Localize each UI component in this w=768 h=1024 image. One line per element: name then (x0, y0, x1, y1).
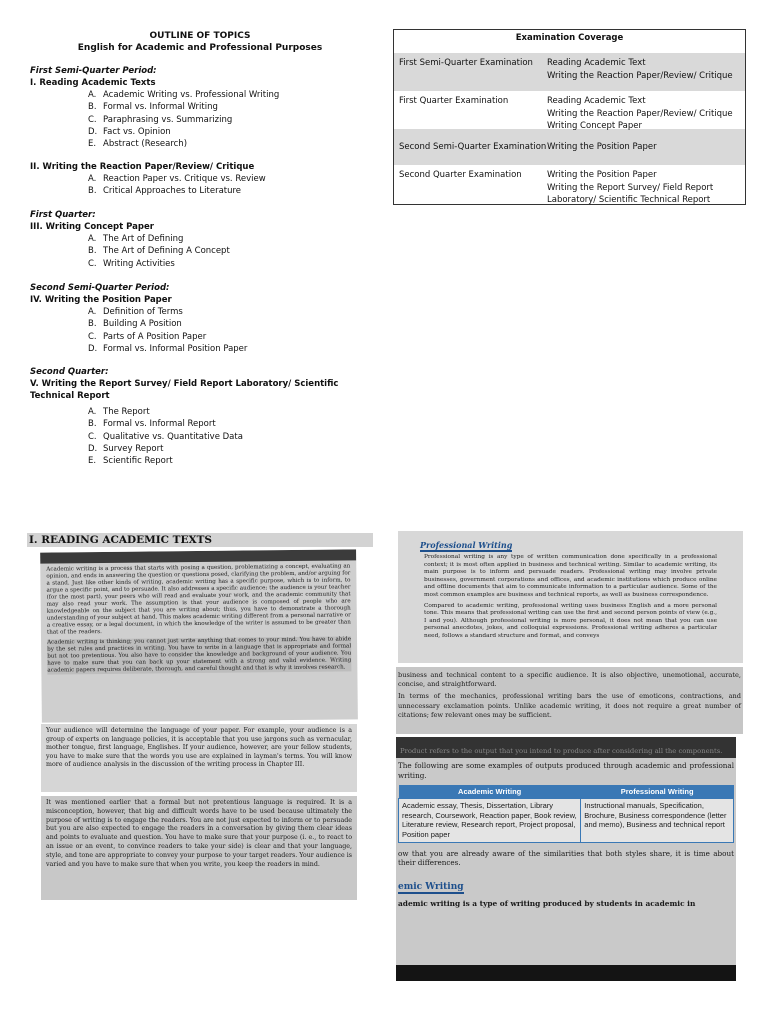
section-banner: I. READING ACADEMIC TEXTS (27, 533, 373, 547)
section-period: First Quarter: (30, 210, 96, 220)
item-letter: A. (88, 234, 97, 244)
outline-section-3 (30, 209, 360, 270)
item-text: Writing Activities (103, 258, 175, 269)
item-text: The Art of Defining (103, 234, 184, 244)
section-heading: I. Reading Academic Texts (30, 78, 156, 88)
item-letter: B. (88, 102, 97, 113)
exam-coverage (547, 95, 740, 131)
outline-section-4 (30, 282, 360, 355)
section-heading: V. Writing the Report Survey/ Field Report Laboratory/ Scientific Technical Report (30, 379, 339, 401)
textbook-photo-outputs (396, 737, 736, 981)
textbook-photo-professional-writing (398, 531, 743, 663)
item-letter: E. (88, 139, 97, 150)
photo-paragraph: business and technical content to a specific audience. It is also objective, unemotional, accurate, concise, and straightforward. (398, 671, 741, 689)
table-row (394, 129, 745, 165)
list-item (88, 331, 360, 343)
academic-outputs-cell: Academic essay, Thesis, Dissertation, Library research, Coursework, Reaction paper, Book review, Literature review, Research report, Project proposal, Position paper (399, 799, 581, 842)
exam-coverage-table (393, 29, 746, 205)
list-item (88, 245, 360, 257)
item-letter: B. (88, 419, 97, 430)
item-letter: C. (88, 331, 97, 342)
item-letter: C. (88, 114, 97, 125)
item-text: Formal vs. Informal Report (103, 419, 216, 430)
item-text: Abstract (Research) (103, 139, 188, 150)
exam-coverage (547, 141, 740, 154)
exam-name: First Quarter Examination (399, 96, 509, 106)
coverage-item: Writing the Position Paper (547, 141, 657, 152)
item-letter: A. (88, 174, 97, 184)
list-item (88, 443, 360, 455)
section-period: Second Semi-Quarter Period: (30, 283, 170, 293)
item-text: Scientific Report (103, 456, 173, 467)
photo-paragraph: Professional writing is any type of written communication done specifically in a professional context; it is most often applied in business and technical writing. Similar to academic writing, its main purpose is to inform and persuade readers. Professional writing may involve private businesses, government corporations and offices, and academic institutions which produce online and offline documents that aim to communicate information to a particular audience. Some of the most common examples are business and technical reports, as well as business correspondence. (424, 554, 717, 598)
topic-list (30, 406, 360, 467)
item-letter: E. (88, 456, 97, 467)
item-text: Academic Writing vs. Professional Writing (103, 90, 280, 100)
section-heading: III. Writing Concept Paper (30, 222, 154, 232)
writing-outputs-table (398, 785, 734, 842)
item-letter: B. (88, 246, 97, 257)
item-text: Qualitative vs. Quantitative Data (103, 431, 243, 442)
item-text: Definition of Terms (103, 307, 183, 317)
list-item (88, 114, 360, 126)
list-item (88, 406, 360, 418)
table-row (394, 165, 745, 204)
photo-paragraph: In terms of the mechanics, professional writing bars the use of emoticons, contractions, and unnecessary exclamation points. Unlike academic writing, it does not require a great number of citations; few relevant ones may be sufficient. (398, 692, 741, 719)
photo-paragraph: Academic writing is a process that starts with posing a question, problematizing a concept, evaluating an opinion, and ends in answering the question or questions posed, clarifying the problem, and/or arguing for a stand. Just like other kinds of writing, academic writing has a specific purpose, which is to inform, to argue a specific point, and to persuade. It also addresses a specific audience; the audience is your teacher (for the most part), your peers who will read and evaluate your work, and the academic community that may also read your work. The assumption is that your audience is composed of people who are knowledgeable on the subject that you are writing about; thus, you have to demonstrate a thorough understanding of your subject at hand. This makes academic writing different from a personal narrative or a creative essay, or a legal document, in which the knowledge of the writer is assumed to be greater than that of the readers. (46, 563, 351, 636)
list-item (88, 89, 360, 101)
list-item (88, 318, 360, 330)
item-text: Building A Position (103, 319, 182, 330)
exam-coverage (547, 57, 740, 87)
item-letter: B. (88, 186, 97, 197)
coverage-item: Reading Academic Text (547, 96, 646, 106)
item-letter: A. (88, 407, 97, 417)
list-item (88, 306, 360, 318)
outline-title (60, 30, 340, 54)
photo-paragraph: The following are some examples of outputs produced through academic and professional writing. (398, 761, 734, 780)
outline-section-2 (30, 161, 360, 198)
textbook-photo-audience (41, 724, 357, 792)
item-text: Formal vs. Informal Writing (103, 102, 218, 113)
photo-paragraph: Your audience will determine the language of your paper. For example, your audience is a group of experts on language policies, it is acceptable that you use jargons such as vernacular, mother tongue, first language, Englishes. If your audience, however, are your fellow students, you have to make sure that the words you use are explained in layman's terms. You will know more of audience analysis in the discussion of the writing process in Chapter III. (46, 727, 352, 769)
item-text: The Report (103, 407, 150, 417)
photo-paragraph: ademic writing is a type of writing produced by students in academic in (398, 898, 696, 908)
item-letter: C. (88, 258, 97, 269)
exam-name: Second Semi-Quarter Examination (399, 141, 547, 152)
textbook-photo-mechanics (396, 667, 743, 734)
coverage-item: Reading Academic Text (547, 58, 646, 68)
list-item (88, 343, 360, 355)
item-text: Formal vs. Informal Position Paper (103, 343, 248, 354)
coverage-item: Writing the Reaction Paper/Review/ Critique (547, 70, 733, 81)
item-text: Fact vs. Opinion (103, 126, 171, 137)
exam-table-title: Examination Coverage (515, 33, 624, 43)
coverage-item: Writing the Position Paper (547, 170, 657, 180)
item-letter: C. (88, 431, 97, 442)
outline-title-line2: English for Academic and Professional Purposes (77, 43, 323, 53)
item-letter: D. (88, 126, 98, 137)
item-letter: D. (88, 343, 98, 354)
professional-writing-tab: Professional Writing (420, 540, 513, 550)
photo-paragraph: Compared to academic writing, professional writing uses business English and a more personal tone. This means that professional writing can use the first and second person points of view (e.g., I and you). Although professional writing is more personal, it does not mean that you can use personal anecdotes, jokes, and colloquial expressions. Professional writing adheres a particular need, follows a standard structure and format, and conveys (424, 602, 717, 639)
coverage-item: Writing the Report Survey/ Field Report (547, 182, 714, 193)
topic-list (30, 306, 360, 355)
item-text: Reaction Paper vs. Critique vs. Review (103, 174, 266, 184)
list-item (88, 126, 360, 138)
section-heading: II. Writing the Reaction Paper/Review/ Critique (30, 162, 255, 172)
list-item (88, 138, 360, 150)
section-period: First Semi-Quarter Period: (30, 66, 157, 76)
professional-outputs-cell: Instructional manuals, Specification, Brochure, Business correspondence (letter and memo), Business and technical report (581, 799, 734, 842)
topic-list (30, 173, 360, 198)
photo-paragraph: Academic writing is thinking; you cannot just write anything that comes to your mind. You have to abide by the set rules and practices in writing. You have to write in a language that is appropriate and formal but not too pretentious. You also have to consider the knowledge and background of your audience. You have to make sure that you can back up your statement with a strong and valid evidence. Writing academic papers requires deliberate, thorough, and careful thought and that is why it involves research. (47, 636, 352, 674)
photo-paragraph: ow that you are already aware of the similarities that both styles share, it is time about their differences. (398, 848, 734, 868)
photo-paragraph: Product refers to the output that you intend to produce after considering all the components. (400, 747, 723, 755)
item-letter: B. (88, 319, 97, 330)
outline-title-line1: OUTLINE OF TOPICS (149, 31, 251, 41)
academic-writing-tab: emic Writing (398, 881, 464, 892)
list-item (88, 455, 360, 467)
list-item (88, 431, 360, 443)
item-text: The Art of Defining A Concept (103, 246, 230, 257)
item-text: Paraphrasing vs. Summarizing (103, 114, 233, 125)
outline-section-1 (30, 65, 360, 150)
exam-coverage (547, 169, 740, 205)
section-heading: IV. Writing the Position Paper (30, 295, 172, 305)
table-row (394, 53, 745, 91)
list-item (88, 173, 360, 185)
item-letter: A. (88, 307, 97, 317)
exam-name: First Semi-Quarter Examination (399, 58, 533, 68)
item-letter: D. (88, 443, 98, 454)
exam-name: Second Quarter Examination (399, 170, 522, 180)
column-header-professional: Professional Writing (581, 785, 734, 799)
topic-list (30, 89, 360, 150)
photo-paragraph: It was mentioned earlier that a formal but not pretentious language is required. It is a misconception, however, that big and difficult words have to be used because ultimately the purpose of writing is to engage the readers. You are not just expected to inform or to persuade but you are also expected to engage the readers in a conversation by giving them clear ideas and points to evaluate and question. You have to make sure that your purpose (i. e., to react to an issue or an event, to convince readers to take your side) is clear and that your language, style, and tone are appropriate to convey your purpose to your target readers. Your audience is varied and you have to make sure that when you write, you keep the readers in mind. (46, 799, 352, 868)
item-letter: A. (88, 90, 97, 100)
list-item (88, 233, 360, 245)
column-header-academic: Academic Writing (399, 785, 581, 799)
list-item (88, 185, 360, 197)
item-text: Parts of A Position Paper (103, 331, 207, 342)
item-text: Critical Approaches to Literature (103, 186, 242, 197)
list-item (88, 258, 360, 270)
outline-section-5 (30, 366, 360, 467)
textbook-photo-academic-writing (40, 549, 358, 722)
item-text: Survey Report (103, 443, 164, 454)
textbook-photo-formal-language (41, 796, 357, 900)
coverage-item: Writing Concept Paper (547, 121, 642, 131)
coverage-item: Laboratory/ Scientific Technical Report (547, 195, 711, 205)
section-period: Second Quarter: (30, 367, 109, 377)
table-row (394, 91, 745, 129)
list-item (88, 418, 360, 430)
topic-list (30, 233, 360, 270)
list-item (88, 101, 360, 113)
coverage-item: Writing the Reaction Paper/Review/ Critique (547, 108, 733, 119)
photo-dark-edge (396, 965, 736, 981)
